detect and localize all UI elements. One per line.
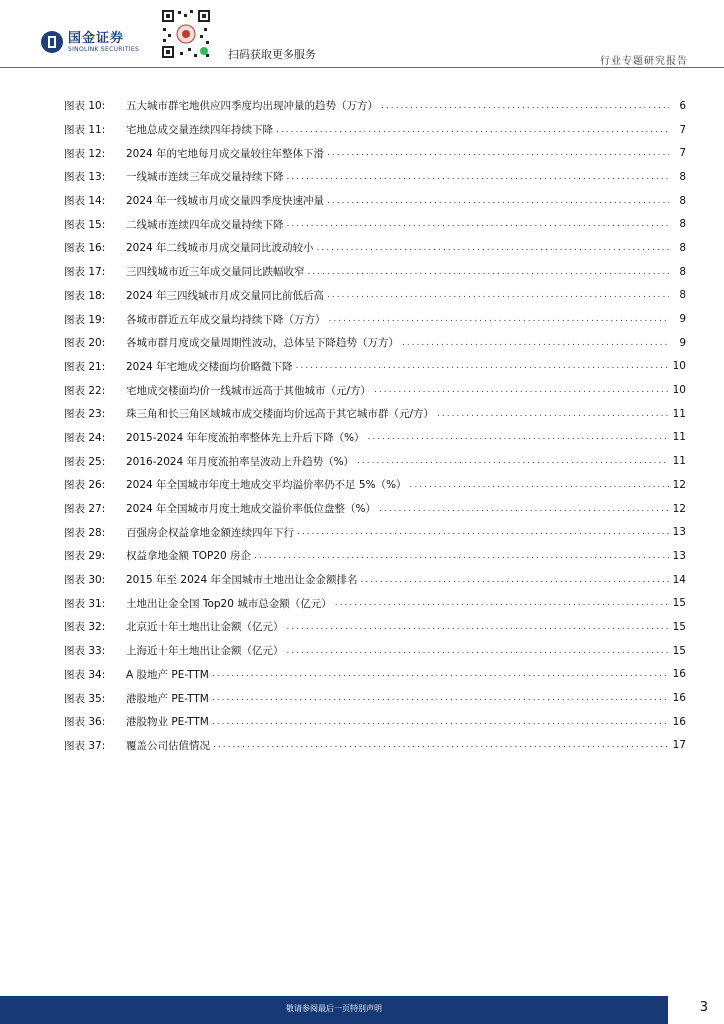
figure-title: 权益拿地金额 TOP20 房企 <box>126 550 252 563</box>
figure-label: 图表 11: <box>64 124 106 137</box>
figure-title: 上海近十年土地出让金额（亿元） <box>126 645 284 658</box>
figure-title: 2024 年全国城市月度土地成交溢价率低位盘整（%） <box>126 503 377 516</box>
figure-title: 港股物业 PE-TTM <box>126 716 209 729</box>
toc-entry[interactable] <box>64 426 686 450</box>
page-number: 3 <box>699 1000 708 1015</box>
page-ref: 7 <box>679 123 686 136</box>
figure-label: 图表 33: <box>64 645 106 658</box>
dot-leader <box>327 148 669 158</box>
toc-entry[interactable] <box>64 378 686 402</box>
report-type-label: 行业专题研究报告 <box>600 56 688 67</box>
dot-leader <box>402 338 669 348</box>
figure-title: 2024 年宅地成交楼面均价略微下降 <box>126 360 293 373</box>
figure-label: 图表 28: <box>64 526 106 539</box>
toc-entry[interactable] <box>64 284 686 308</box>
toc-entry[interactable] <box>64 260 686 284</box>
figure-label: 图表 24: <box>64 431 106 444</box>
figure-title: 2024 年一线城市月成交量四季度快速冲量 <box>126 195 325 208</box>
header-divider <box>0 67 724 68</box>
figure-label: 图表 35: <box>64 692 106 705</box>
page-ref: 13 <box>672 526 686 539</box>
figure-label: 图表 32: <box>64 621 106 634</box>
figure-label: 图表 19: <box>64 313 106 326</box>
page-ref: 10 <box>672 384 686 397</box>
figure-label: 图表 15: <box>64 218 106 231</box>
toc-entry[interactable] <box>64 686 686 710</box>
figure-title: 二线城市连续四年成交量持续下降 <box>126 218 284 231</box>
toc-entry[interactable] <box>64 473 686 497</box>
dot-leader <box>212 669 669 679</box>
toc-entry[interactable] <box>64 118 686 142</box>
page-ref: 16 <box>672 715 686 728</box>
page-ref: 8 <box>679 265 686 278</box>
figure-title: 宅地总成交量连续四年持续下降 <box>126 124 273 137</box>
page-ref: 8 <box>679 218 686 231</box>
page-ref: 14 <box>672 573 686 586</box>
dot-leader <box>368 432 669 442</box>
dot-leader <box>379 504 669 514</box>
figure-label: 图表 21: <box>64 360 106 373</box>
figure-title: 土地出让金全国 Top20 城市总金额（亿元） <box>126 597 332 610</box>
figure-title: 五大城市群宅地供应四季度均出现冲量的趋势（万方） <box>126 100 378 113</box>
toc-entry[interactable] <box>64 544 686 568</box>
dot-leader <box>308 267 670 277</box>
page-ref: 16 <box>672 692 686 705</box>
toc-entry[interactable] <box>64 165 686 189</box>
page-ref: 15 <box>672 597 686 610</box>
page-ref: 13 <box>672 549 686 562</box>
toc-entry[interactable] <box>64 663 686 687</box>
figure-label: 图表 25: <box>64 455 106 468</box>
figure-label: 图表 14: <box>64 195 106 208</box>
page-ref: 9 <box>679 336 686 349</box>
page-ref: 8 <box>679 289 686 302</box>
dot-leader <box>381 101 669 111</box>
logo-chinese-name: 国金证券 <box>68 30 125 46</box>
figure-label: 图表 27: <box>64 503 106 516</box>
dot-leader <box>374 385 669 395</box>
dot-leader <box>437 409 669 419</box>
dot-leader <box>212 717 669 727</box>
toc-entry[interactable] <box>64 141 686 165</box>
figure-label: 图表 12: <box>64 147 106 160</box>
qr-caption: 扫码获取更多服务 <box>228 48 316 61</box>
toc-entry[interactable] <box>64 591 686 615</box>
figure-title: 2015-2024 年年度流拍率整体先上升后下降（%） <box>126 431 365 444</box>
dot-leader <box>335 598 669 608</box>
dot-leader <box>297 527 669 537</box>
toc-entry[interactable] <box>64 355 686 379</box>
dot-leader <box>213 740 669 750</box>
footer-disclaimer: 敬请参阅最后一页特别声明 <box>286 1004 382 1013</box>
figure-label: 图表 30: <box>64 574 106 587</box>
page-ref: 12 <box>672 502 686 515</box>
dot-leader <box>360 575 669 585</box>
dot-leader <box>254 551 669 561</box>
dot-leader <box>287 172 670 182</box>
toc-entry[interactable] <box>64 449 686 473</box>
toc-entry[interactable] <box>64 497 686 521</box>
dot-leader <box>212 693 669 703</box>
figure-title: A 股地产 PE-TTM <box>126 668 209 681</box>
figure-title: 港股地产 PE-TTM <box>126 692 209 705</box>
page-ref: 9 <box>679 313 686 326</box>
page-ref: 16 <box>672 668 686 681</box>
dot-leader <box>287 219 670 229</box>
figure-title: 一线城市连续三年成交量持续下降 <box>126 171 284 184</box>
figure-label: 图表 17: <box>64 266 106 279</box>
figure-label: 图表 18: <box>64 289 106 302</box>
figure-title: 2024 年的宅地每月成交量较往年整体下滑 <box>126 147 325 160</box>
toc-entry[interactable] <box>64 94 686 118</box>
figure-label: 图表 16: <box>64 242 106 255</box>
page-ref: 15 <box>672 644 686 657</box>
dot-leader <box>327 290 669 300</box>
figure-label: 图表 20: <box>64 337 106 350</box>
figure-label: 图表 31: <box>64 597 106 610</box>
page-ref: 8 <box>679 194 686 207</box>
page-ref: 11 <box>672 431 686 444</box>
dot-leader <box>317 243 669 253</box>
dot-leader <box>287 646 670 656</box>
toc-entry[interactable] <box>64 734 686 758</box>
toc-entry[interactable] <box>64 639 686 663</box>
figure-title: 2016-2024 年月度流拍率呈波动上升趋势（%） <box>126 455 355 468</box>
toc-entry[interactable] <box>64 568 686 592</box>
dot-leader <box>276 125 669 135</box>
page-header <box>0 0 724 70</box>
figure-label: 图表 36: <box>64 716 106 729</box>
figure-label: 图表 10: <box>64 100 106 113</box>
company-logo <box>40 30 139 54</box>
toc-entry[interactable] <box>64 307 686 331</box>
figure-label: 图表 37: <box>64 739 106 752</box>
page-ref: 12 <box>672 478 686 491</box>
toc-entry[interactable] <box>64 189 686 213</box>
toc-entry[interactable] <box>64 615 686 639</box>
page-ref: 11 <box>672 455 686 468</box>
figure-title: 各城市群近五年成交量均持续下降（万方） <box>126 313 326 326</box>
page-ref: 7 <box>679 147 686 160</box>
page-ref: 10 <box>672 360 686 373</box>
dot-leader <box>329 314 670 324</box>
dot-leader <box>327 196 669 206</box>
toc-entry[interactable] <box>64 402 686 426</box>
figure-title: 三四线城市近三年成交量同比跌幅收窄 <box>126 266 305 279</box>
page-ref: 8 <box>679 170 686 183</box>
toc-entry[interactable] <box>64 212 686 236</box>
sinolink-logo-icon <box>40 30 64 54</box>
page-ref: 17 <box>672 739 686 752</box>
figure-title: 2024 年二线城市月成交量同比波动较小 <box>126 242 314 255</box>
figure-list <box>64 94 686 757</box>
figure-title: 覆盖公司估值情况 <box>126 739 210 752</box>
page-ref: 8 <box>679 241 686 254</box>
figure-label: 图表 29: <box>64 550 106 563</box>
figure-label: 图表 13: <box>64 171 106 184</box>
page-ref: 11 <box>672 407 686 420</box>
qr-code-icon[interactable] <box>160 8 212 60</box>
figure-label: 图表 22: <box>64 384 106 397</box>
figure-title: 珠三角和长三角区域城市成交楼面均价远高于其它城市群（元/方） <box>126 408 435 421</box>
figure-title: 各城市群月度成交量周期性波动，总体呈下降趋势（万方） <box>126 337 399 350</box>
page-ref: 15 <box>672 620 686 633</box>
toc-entry[interactable] <box>64 331 686 355</box>
toc-entry[interactable] <box>64 710 686 734</box>
page-ref: 6 <box>679 99 686 112</box>
figure-title: 宅地成交楼面均价一线城市远高于其他城市（元/方） <box>126 384 372 397</box>
figure-title: 2024 年全国城市年度土地成交平均溢价率仍不足 5%（%） <box>126 479 407 492</box>
toc-entry[interactable] <box>64 520 686 544</box>
toc-entry[interactable] <box>64 236 686 260</box>
figure-title: 北京近十年土地出让金额（亿元） <box>126 621 284 634</box>
figure-title: 百强房企权益拿地金额连续四年下行 <box>126 526 294 539</box>
figure-label: 图表 26: <box>64 479 106 492</box>
dot-leader <box>410 480 669 490</box>
dot-leader <box>296 361 669 371</box>
logo-english-name: SINOLINK SECURITIES <box>68 45 140 53</box>
figure-label: 图表 23: <box>64 408 106 421</box>
dot-leader <box>357 456 669 466</box>
figure-label: 图表 34: <box>64 668 106 681</box>
dot-leader <box>287 622 670 632</box>
figure-title: 2024 年三四线城市月成交量同比前低后高 <box>126 289 325 302</box>
figure-title: 2015 年至 2024 年全国城市土地出让金金额排名 <box>126 574 358 587</box>
